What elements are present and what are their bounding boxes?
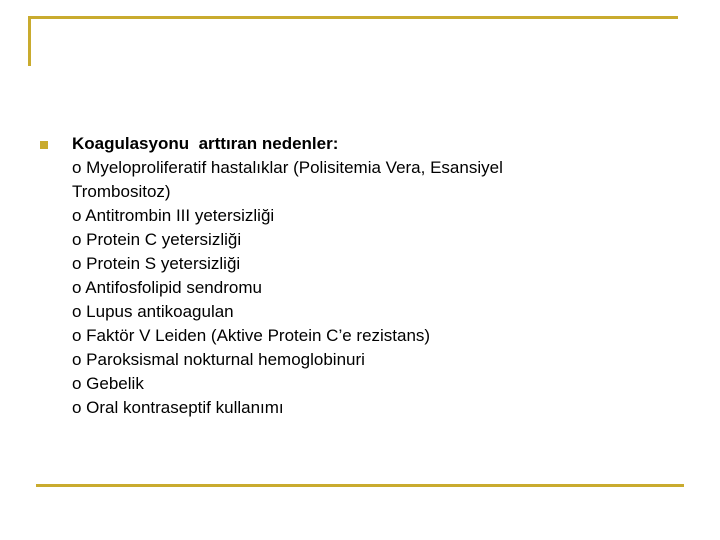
bottom-border-line	[36, 484, 684, 487]
list-item: o Lupus antikoagulan	[72, 302, 234, 321]
slide-content	[40, 132, 680, 420]
list-item: o Oral kontraseptif kullanımı	[72, 398, 284, 417]
list-item: o Gebelik	[72, 374, 144, 393]
top-border-line	[28, 16, 678, 19]
list-item: o Myeloproliferatif hastalıklar (Polisitemia Vera, Esansiyel Trombositoz)	[72, 158, 503, 201]
bullet-text	[72, 132, 592, 420]
list-item: o Faktör V Leiden (Aktive Protein C’e rezistans)	[72, 326, 431, 345]
slide-heading: Koagulasyonu arttıran nedenler:	[72, 134, 339, 153]
list-item: o Protein C yetersizliği	[72, 230, 242, 249]
left-border-line	[28, 16, 31, 66]
list-item: o Antitrombin III yetersizliği	[72, 206, 275, 225]
bullet-item	[40, 132, 680, 420]
list-item: o Antifosfolipid sendromu	[72, 278, 262, 297]
list-item: o Protein S yetersizliği	[72, 254, 241, 273]
square-bullet-icon	[40, 141, 48, 149]
list-item: o Paroksismal nokturnal hemoglobinuri	[72, 350, 365, 369]
